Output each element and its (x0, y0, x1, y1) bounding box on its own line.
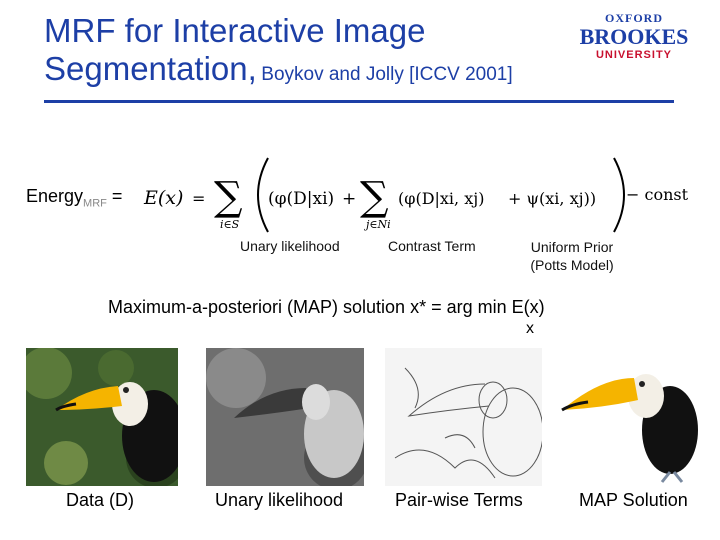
formula-sum-2-index: j∈Ni (366, 218, 391, 231)
slide-title (44, 12, 584, 95)
title-citation: Boykov and Jolly [ICCV 2001] (261, 64, 513, 85)
formula-term-2: (φ(D|xi, xj) (398, 189, 485, 208)
caption-map-solution: MAP Solution (579, 490, 688, 510)
energy-subscript: MRF (83, 197, 107, 210)
formula-big-paren-close (614, 158, 624, 232)
formula-lhs: E(x) (144, 187, 184, 209)
energy-equals: = (111, 186, 123, 206)
caption-data: Data (D) (66, 490, 135, 510)
formula-sum-2: ∑ (360, 174, 389, 220)
logo-line-1: OXFORD (605, 11, 663, 25)
oxford-brookes-logo (572, 8, 696, 64)
pairwise-terms-image (385, 348, 542, 486)
formula-big-paren-open (258, 158, 268, 232)
label-prior-line-1: Uniform Prior (530, 239, 614, 255)
map-solution-image (552, 348, 700, 486)
label-unary-likelihood: Unary likelihood (240, 238, 340, 254)
title-line-1: MRF for Interactive Image (44, 12, 426, 49)
formula-plus-1: + (342, 189, 357, 209)
formula-term-1: (φ(D|xi) (268, 189, 335, 209)
formula-sum-1: ∑ (214, 174, 243, 220)
formula-plus-2: + ψ(xi, xj)) (508, 189, 597, 208)
formula-sum-1-index: i∈S (220, 218, 240, 231)
map-solution-text: Maximum-a-posteriori (MAP) solution x* = arg min E(x) (108, 297, 545, 317)
energy-word: Energy (26, 186, 84, 206)
logo-line-3: UNIVERSITY (595, 49, 673, 61)
title-line-2: Segmentation, (44, 50, 257, 87)
energy-formula (140, 150, 700, 240)
label-uniform-prior (520, 238, 624, 274)
unary-likelihood-image (206, 348, 364, 486)
caption-pairwise-terms: Pair-wise Terms (395, 490, 523, 510)
formula-eq: = (192, 189, 206, 208)
data-image (26, 348, 178, 486)
logo-line-2: BROOKES (579, 24, 689, 49)
label-prior-line-2: (Potts Model) (530, 257, 614, 273)
formula-const: − const (626, 185, 689, 204)
title-rule (44, 100, 674, 103)
map-argmin-subscript: x (526, 320, 534, 337)
label-contrast-term: Contrast Term (388, 238, 476, 254)
energy-label (26, 186, 122, 210)
caption-unary-likelihood: Unary likelihood (215, 490, 344, 510)
